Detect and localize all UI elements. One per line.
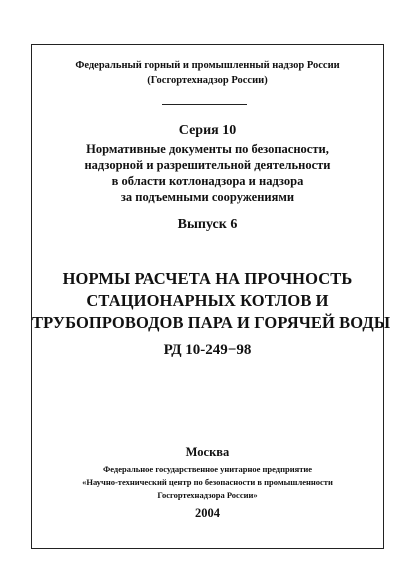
issue-label: Выпуск 6 xyxy=(177,217,238,232)
publisher-line: Федеральное государственное унитарное предприятие xyxy=(102,464,313,474)
series-description-line: за подъемными сооружениями xyxy=(120,190,295,204)
publication-year: 2004 xyxy=(195,506,220,520)
document-title-line: СТАЦИОНАРНЫХ КОТЛОВ И xyxy=(86,291,329,310)
document-title-line: ТРУБОПРОВОДОВ ПАРА И ГОРЯЧЕЙ ВОДЫ xyxy=(32,313,391,332)
title-page xyxy=(31,44,391,549)
document-title-line: НОРМЫ РАСЧЕТА НА ПРОЧНОСТЬ xyxy=(62,269,353,288)
document-code: РД 10-249−98 xyxy=(163,342,252,358)
series-description-line: в области котлонадзора и надзора xyxy=(111,174,304,188)
series-description-line: надзорной и разрешительной деятельности xyxy=(84,158,331,172)
publisher-line: Госгортехнадзора России» xyxy=(157,490,258,500)
publication-city: Москва xyxy=(185,445,230,459)
divider-rule xyxy=(162,104,247,105)
agency-abbreviation: (Госгортехнадзор России) xyxy=(147,75,268,86)
publisher-line: «Научно-технический центр по безопасности в промышленности xyxy=(82,477,333,487)
series-label: Серия 10 xyxy=(178,123,237,138)
agency-name: Федеральный горный и промышленный надзор России xyxy=(75,60,340,71)
series-description-line: Нормативные документы по безопасности, xyxy=(86,142,329,156)
